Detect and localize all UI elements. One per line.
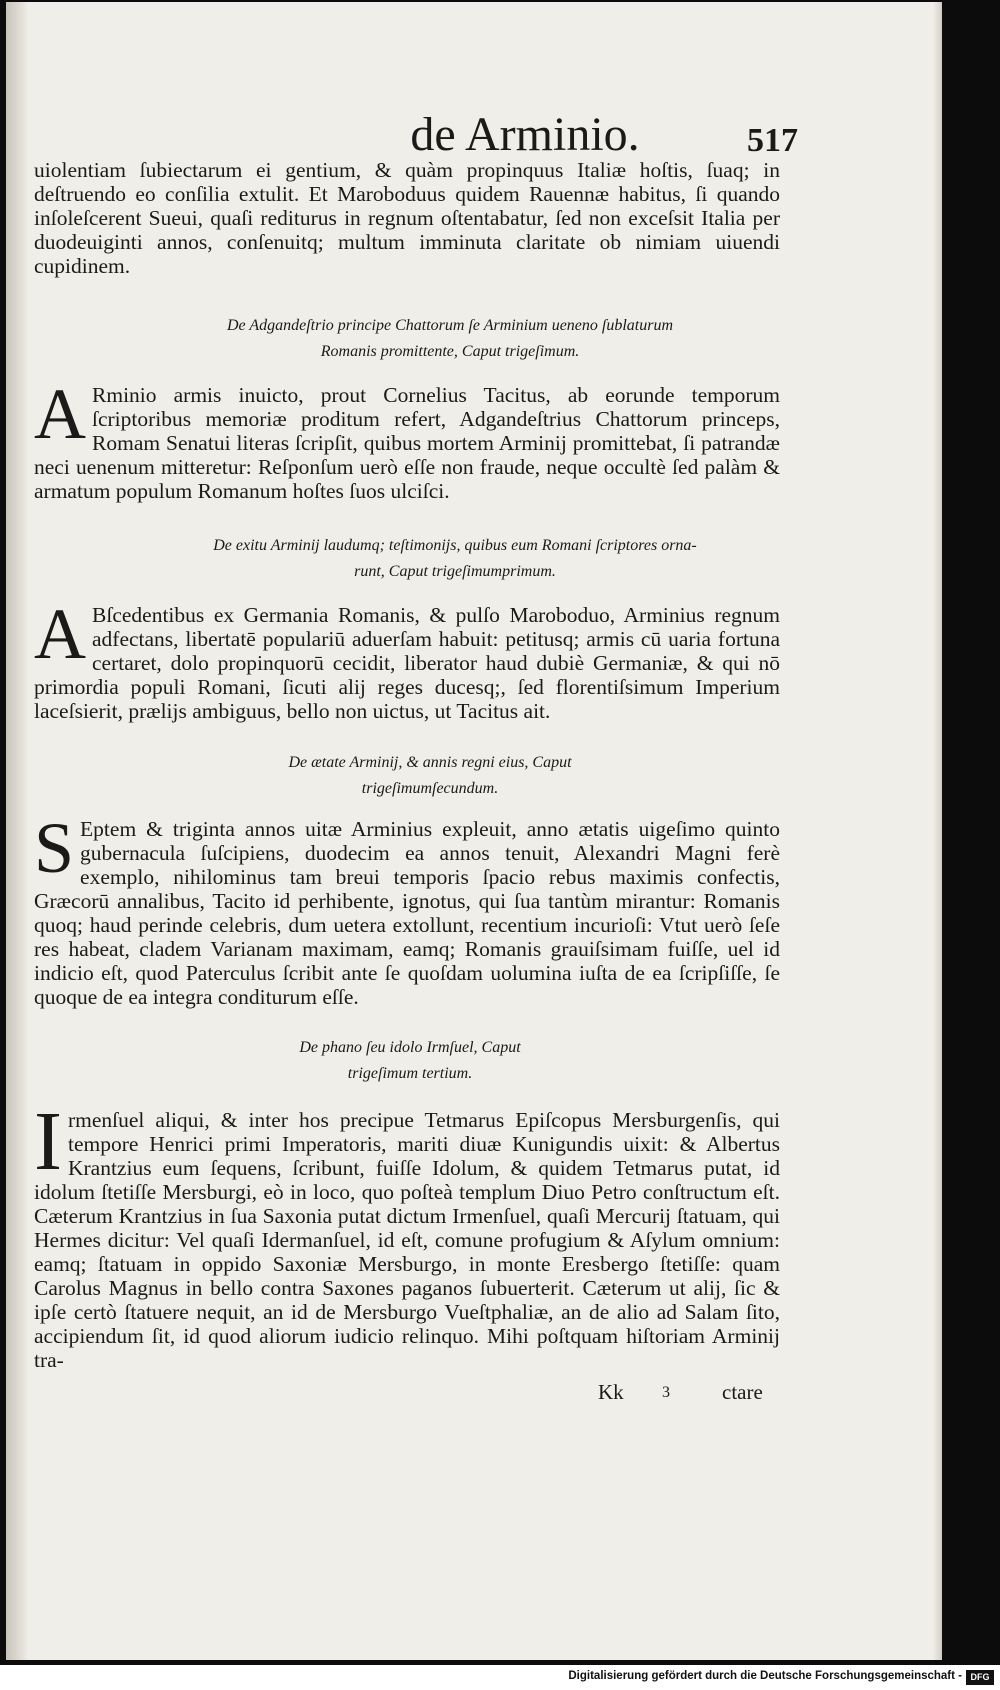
chapter-33-text: rmenſuel aliqui, & inter hos precipue Tetmarus Epiſcopus Mersburgenſis, qui tempore Henrici primi Imperatoris, mariti diuæ Kunigundis uixit: & Albertus Krantzius eum ſequens, ſcribunt, fuiſſe Idolum, & quidem Tetmarus putat, id idolum ſtetiſſe Mersburgi, eò in loco, quo poſteà templum Diuo Petro conſtructum eſt. Cæterum Krantzius in ſua Saxonia putat dictum Irmenſuel, quaſi Mercurij ſtatuam, qui Hermes dicitur: Vel quaſi Idermanſuel, id eſt, comune profugium & Aſylum omnium: eamq; ſtatuam in oppido Saxoniæ Mersburgo, in monte Eresbergo ſtetiſſe: quam Carolus Magnus in bello contra Saxones paganos ſubuerterit. Cæterum ut alij, ſic & ipſe certò ſtatuere nequit, an id de Mersburgo Vueſtphaliæ, an de alio ad Salam ſito, accipiendum ſit, id quod aliorum iudicio relinquo. Mihi poſtquam hiſtoriam Arminij tra- <box>34 1108 780 1372</box>
chapter-33-paragraph <box>34 1095 780 1372</box>
chapter-30-paragraph <box>34 374 780 503</box>
signature-mark: Kk <box>598 1380 624 1404</box>
drop-capital: A <box>34 594 86 674</box>
page-edge <box>933 2 941 1660</box>
page-gutter <box>6 2 28 1660</box>
chapter-33-caption-line2: trigeſimum tertium. <box>347 1065 473 1082</box>
chapter-32-caption-line2: trigeſimumſecundum. <box>361 780 499 797</box>
chapter-31-caption-line2: runt, Caput trigeſimumprimum. <box>354 563 556 580</box>
chapter-31-text: Bſcedentibus ex Germania Romanis, & pulſo Maroboduo, Arminius regnum adfectans, libertatē populariū aduerſam habuit: petitusq; armis cū uaria fortuna certaret, dolo propinquorū cecidit, liberator haud dubiè Germaniæ, & qui nō primordia populi Romani, ſicuti alij reges ducesq;, ſed florentiſsimum Imperium laceſsierit, prælijs ambiguus, bello non uictus, ut Tacitus ait. <box>34 603 780 723</box>
chapter-32-paragraph <box>34 808 780 1009</box>
signature-number: 3 <box>662 1384 670 1401</box>
chapter-33-caption-line1: De phano ſeu idolo Irmſuel, Caput <box>299 1039 521 1056</box>
drop-capital: S <box>34 808 75 888</box>
dfg-logo: DFG <box>966 1670 994 1685</box>
chapter-31-caption-line1: De exitu Arminij laudumq; teſtimonijs, quibus eum Romani ſcriptores orna- <box>213 537 697 554</box>
drop-capital: I <box>34 1095 62 1188</box>
catchword: ctare <box>722 1380 763 1404</box>
funding-note: Digitalisierung gefördert durch die Deutsche Forschungsgemeinschaft - <box>568 1670 962 1682</box>
page-number: 517 <box>747 122 798 159</box>
chapter-31-caption <box>135 533 775 585</box>
chapter-30-caption <box>150 313 750 365</box>
digitization-footer <box>0 1667 1000 1690</box>
drop-capital: A <box>34 374 86 454</box>
chapter-30-text: Rminio armis inuicto, prout Cornelius Tacitus, ab eorunde temporum ſcriptoribus memoriæ proditum refert, Adgandeſtrius Chattorum princeps, Romam Senatui literas ſcripſit, quibus mortem Arminij promittebat, ſi patrandæ neci uenenum mitteretur: Reſponſum uerò eſſe non fraude, neque occultè ſed palàm & armatum populum Romanum hoſtes ſuos ulciſci. <box>34 383 780 503</box>
chapter-32-caption <box>230 750 630 802</box>
chapter-30-caption-line2: Romanis promittente, Caput trigeſimum. <box>320 343 580 360</box>
chapter-30-caption-line1: De Adgandeſtrio principe Chattorum ſe Arminium ueneno ſublaturum <box>226 317 674 334</box>
chapter-33-caption <box>250 1035 570 1087</box>
running-head: de Arminio. <box>410 108 640 161</box>
chapter-31-paragraph <box>34 594 780 723</box>
paragraph-continuation: uiolentiam ſubiectarum ei gentium, & quàm propinquus Italiæ hoſtis, ſuaq; in deſtruendo eo conſilia extulit. Et Maroboduus quidem Rauennæ habitus, ſi quando inſoleſcerent Sueui, quaſi rediturus in regnum oſtentabatur, ſed non exceſsit Italia per duodeuiginti annos, conſenuitq; multum imminuta claritate ob nimiam uiuendi cupidinem. <box>34 158 780 278</box>
chapter-32-text: Eptem & triginta annos uitæ Arminius expleuit, anno ætatis uigeſimo quinto gubernacula ſuſcipiens, duodecim ea annos tenuit, Alexandri Magni ferè exemplo, nihilominus tam breui temporis ſpacio rebus maximis confectis, Græcorū annalibus, Tacito id perhibente, ignotus, qui ſua tantùm mirantur: Romanis quoq; haud perinde celebris, dum uetera extollunt, recentium incurioſi: Vtut uerò ſeſe res habeat, cladem Varianam maximam, eamq; Romanis grauiſsimam fuiſſe, uel id indicio eſt, quod Paterculus ſcribit ante ſe quoſdam uolumina iuſta de ea ſcripſiſſe, ſe quoque de ea integra conditurum eſſe. <box>34 817 780 1009</box>
chapter-32-caption-line1: De ætate Arminij, & annis regni eius, Caput <box>288 754 572 771</box>
